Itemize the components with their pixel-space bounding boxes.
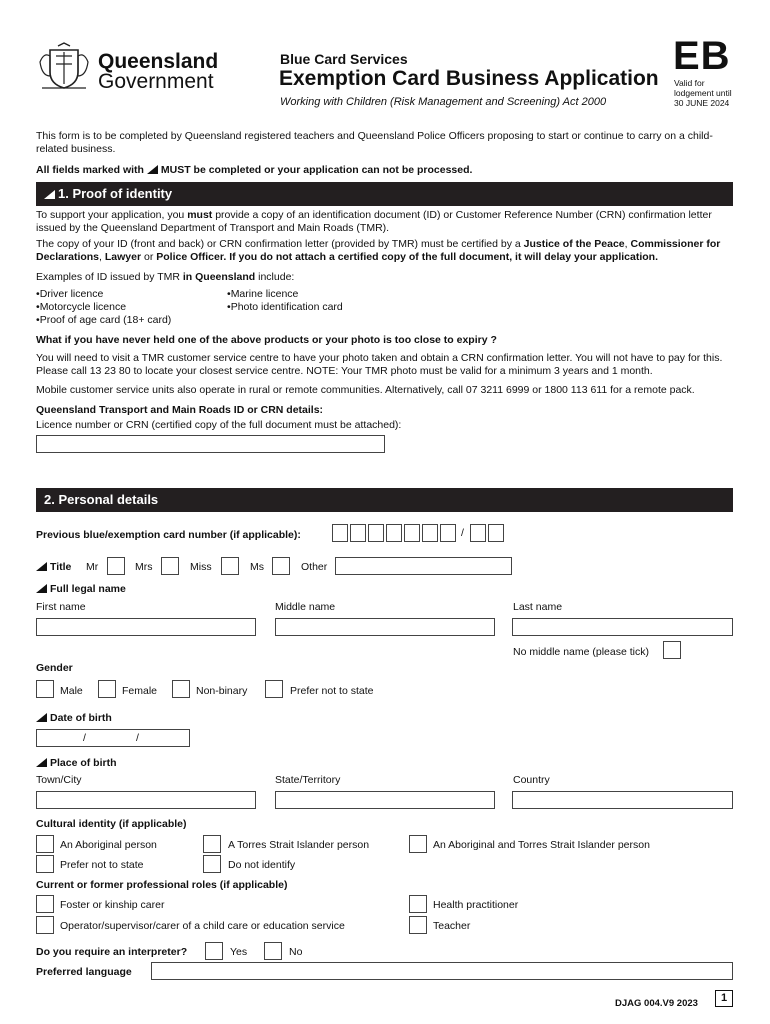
gender-male-checkbox[interactable] xyxy=(36,680,54,698)
faq-para-2: Mobile customer service units also operate in rural or remote communities. Alternatively, call 07 3211 6999 or 1800 113 611 for a remote pack. xyxy=(36,384,695,396)
card-digit-cell[interactable] xyxy=(368,524,384,542)
title-label xyxy=(36,561,71,574)
card-digit-cell[interactable] xyxy=(404,524,420,542)
gender-prefer-not-checkbox[interactable] xyxy=(265,680,283,698)
list-item: • Marine licence xyxy=(227,288,343,301)
full-name-label xyxy=(36,583,126,596)
cultural-tsi-checkbox[interactable] xyxy=(203,835,221,853)
mandatory-triangle-icon xyxy=(36,713,47,722)
tmr-heading: Queensland Transport and Main Roads ID or CRN details: xyxy=(36,404,324,416)
list-item: • Photo identification card xyxy=(227,301,343,314)
last-name-input[interactable] xyxy=(512,618,733,636)
state-input[interactable] xyxy=(275,791,495,809)
para-emphasis: must xyxy=(187,209,213,221)
id-examples-intro xyxy=(36,271,294,284)
valid-line-3: 30 JUNE 2024 xyxy=(674,98,730,108)
para-emphasis: Commissioner for Declarations xyxy=(36,238,721,263)
cultural-label: Cultural identity (if applicable) xyxy=(36,818,187,830)
middle-name-input[interactable] xyxy=(275,618,495,636)
id-list-right xyxy=(227,288,343,314)
role-foster-label: Foster or kinship carer xyxy=(60,899,165,911)
section-1-header xyxy=(36,182,733,206)
para-text: provide a copy of an identification document (ID) or Customer Reference Number (CRN) confirmation letter issued by the Queensland Department of Transport and Main Roads (TMR). xyxy=(36,209,712,234)
para-text: Examples of ID issued by TMR xyxy=(36,271,183,283)
section-1-para-2 xyxy=(36,238,736,264)
title-mrs-checkbox[interactable] xyxy=(161,557,179,575)
gender-prefer-not-label: Prefer not to state xyxy=(290,685,374,697)
country-label: Country xyxy=(513,774,550,786)
form-code: EB xyxy=(673,34,731,78)
pob-label xyxy=(36,757,117,770)
section-2-title: 2. Personal details xyxy=(44,492,159,507)
dob-slash: / xyxy=(136,732,139,744)
para-emphasis: Police Officer xyxy=(156,251,224,263)
card-issue-cell[interactable] xyxy=(470,524,486,542)
para-text: or xyxy=(141,251,157,263)
page-number: 1 xyxy=(715,990,733,1007)
interpreter-question: Do you require an interpreter? xyxy=(36,946,188,958)
card-digit-cell[interactable] xyxy=(440,524,456,542)
cultural-aboriginal-checkbox[interactable] xyxy=(36,835,54,853)
card-digit-cell[interactable] xyxy=(422,524,438,542)
para-text: include: xyxy=(255,271,295,283)
list-item: • Motorcycle licence xyxy=(36,301,171,314)
middle-name-label: Middle name xyxy=(275,601,336,613)
valid-line-2: lodgement until xyxy=(674,88,732,98)
para-emphasis: Justice of the Peace xyxy=(523,238,625,250)
intro-text: This form is to be completed by Queensland registered teachers and Queensland Police Officers proposing to start or continue to carry on a child-related business. xyxy=(36,130,713,155)
pob-label-text: Place of birth xyxy=(50,757,117,769)
title-miss-label: Miss xyxy=(190,561,212,573)
role-health-checkbox[interactable] xyxy=(409,895,427,913)
title-mrs-label: Mrs xyxy=(135,561,153,573)
para-text: To support your application, you xyxy=(36,209,188,221)
first-name-label: First name xyxy=(36,601,86,613)
qld-crest-logo xyxy=(36,42,92,92)
title-label-text: Title xyxy=(50,561,72,573)
gender-nonbinary-label: Non-binary xyxy=(196,685,248,697)
title-mr-checkbox[interactable] xyxy=(107,557,125,575)
logo-text-government: Government xyxy=(98,70,214,93)
card-slash: / xyxy=(461,527,464,539)
mandatory-triangle-icon xyxy=(44,190,55,199)
cultural-both-label: An Aboriginal and Torres Strait Islander person xyxy=(433,839,650,851)
role-childcare-label: Operator/supervisor/carer of a child care or education service xyxy=(60,920,345,932)
mandatory-triangle-icon xyxy=(36,584,47,593)
valid-line-1: Valid for xyxy=(674,78,705,88)
title-other-input[interactable] xyxy=(335,557,512,575)
first-name-input[interactable] xyxy=(36,618,256,636)
gender-label: Gender xyxy=(36,662,73,674)
dob-slash: / xyxy=(83,732,86,744)
section-2-header xyxy=(36,488,733,512)
mandatory-triangle-icon xyxy=(36,758,47,767)
full-name-label-text: Full legal name xyxy=(50,583,126,595)
cultural-both-checkbox[interactable] xyxy=(409,835,427,853)
page-title: Exemption Card Business Application xyxy=(279,67,659,90)
cultural-prefer-not-checkbox[interactable] xyxy=(36,855,54,873)
title-ms-checkbox[interactable] xyxy=(272,557,290,575)
no-middle-name-checkbox[interactable] xyxy=(663,641,681,659)
para-emphasis: Lawyer xyxy=(104,251,142,263)
town-label: Town/City xyxy=(36,774,82,786)
list-item: • Proof of age card (18+ card) xyxy=(36,314,171,327)
service-name: Blue Card Services xyxy=(280,51,408,67)
title-ms-label: Ms xyxy=(250,561,264,573)
mandatory-note-post: MUST be completed or your application can not be processed. xyxy=(160,164,473,176)
state-label: State/Territory xyxy=(275,774,341,786)
title-mr-label: Mr xyxy=(86,561,99,573)
para-text: , xyxy=(99,251,105,263)
id-list-left xyxy=(36,288,171,327)
section-1-para-1 xyxy=(36,209,736,235)
no-middle-name-label: No middle name (please tick) xyxy=(513,646,649,658)
town-input[interactable] xyxy=(36,791,256,809)
title-other-label: Other xyxy=(301,561,328,573)
gender-female-checkbox[interactable] xyxy=(98,680,116,698)
language-label: Preferred language xyxy=(36,966,132,978)
faq-heading: What if you have never held one of the above products or your photo is too close to expiry ? xyxy=(36,334,497,346)
para-text: The copy of your ID (front and back) or CRN confirmation letter (provided by TMR) must be certified by a xyxy=(36,238,524,250)
role-foster-checkbox[interactable] xyxy=(36,895,54,913)
card-digit-cell[interactable] xyxy=(350,524,366,542)
gender-female-label: Female xyxy=(122,685,158,697)
mandatory-note xyxy=(36,164,472,177)
faq-para-1: You will need to visit a TMR customer service centre to have your photo taken and obtain a CRN confirmation letter. You will not have to pay for this. Please call 13 23 80 to locate your closest service centre. NOTE: Your TMR photo must be valid for a minimum 3 years and 1 month. xyxy=(36,352,723,377)
role-childcare-checkbox[interactable] xyxy=(36,916,54,934)
licence-input[interactable] xyxy=(36,435,385,453)
card-issue-cell[interactable] xyxy=(488,524,504,542)
para-text: , xyxy=(624,238,631,250)
language-input[interactable] xyxy=(151,962,733,980)
section-1-title: 1. Proof of identity xyxy=(58,186,173,201)
dob-label xyxy=(36,712,112,725)
dob-input[interactable] xyxy=(36,729,190,747)
interpreter-no-checkbox[interactable] xyxy=(264,942,282,960)
interpreter-yes-checkbox[interactable] xyxy=(205,942,223,960)
title-miss-checkbox[interactable] xyxy=(221,557,239,575)
role-teacher-checkbox[interactable] xyxy=(409,916,427,934)
role-health-label: Health practitioner xyxy=(433,899,519,911)
mandatory-note-pre: All fields marked with xyxy=(36,164,144,176)
licence-label: Licence number or CRN (certified copy of the full document must be attached): xyxy=(36,419,402,431)
footer-form-code: DJAG 004.V9 2023 xyxy=(615,998,698,1009)
roles-label: Current or former professional roles (if applicable) xyxy=(36,879,288,891)
mandatory-triangle-icon xyxy=(147,165,158,174)
interpreter-yes-label: Yes xyxy=(230,946,248,958)
list-item: • Driver licence xyxy=(36,288,171,301)
card-digit-cell[interactable] xyxy=(386,524,402,542)
dob-label-text: Date of birth xyxy=(50,712,112,724)
logo-text-queensland: Queensland xyxy=(98,50,219,73)
para-emphasis: in Queensland xyxy=(182,271,256,283)
card-digit-cell[interactable] xyxy=(332,524,348,542)
cultural-aboriginal-label: An Aboriginal person xyxy=(60,839,157,851)
country-input[interactable] xyxy=(512,791,733,809)
prev-card-label: Previous blue/exemption card number (if applicable): xyxy=(36,529,301,541)
interpreter-no-label: No xyxy=(289,946,303,958)
cultural-prefer-not-label: Prefer not to state xyxy=(60,859,144,871)
para-emphasis: . If you do not attach a certified copy of the full document, it will delay your application. xyxy=(223,251,658,263)
last-name-label: Last name xyxy=(513,601,563,613)
cultural-not-identify-checkbox[interactable] xyxy=(203,855,221,873)
cultural-tsi-label: A Torres Strait Islander person xyxy=(228,839,370,851)
act-name: Working with Children (Risk Management and Screening) Act 2000 xyxy=(280,96,607,108)
mandatory-triangle-icon xyxy=(36,562,47,571)
cultural-not-identify-label: Do not identify xyxy=(228,859,296,871)
gender-nonbinary-checkbox[interactable] xyxy=(172,680,190,698)
gender-male-label: Male xyxy=(60,685,83,697)
role-teacher-label: Teacher xyxy=(433,920,471,932)
